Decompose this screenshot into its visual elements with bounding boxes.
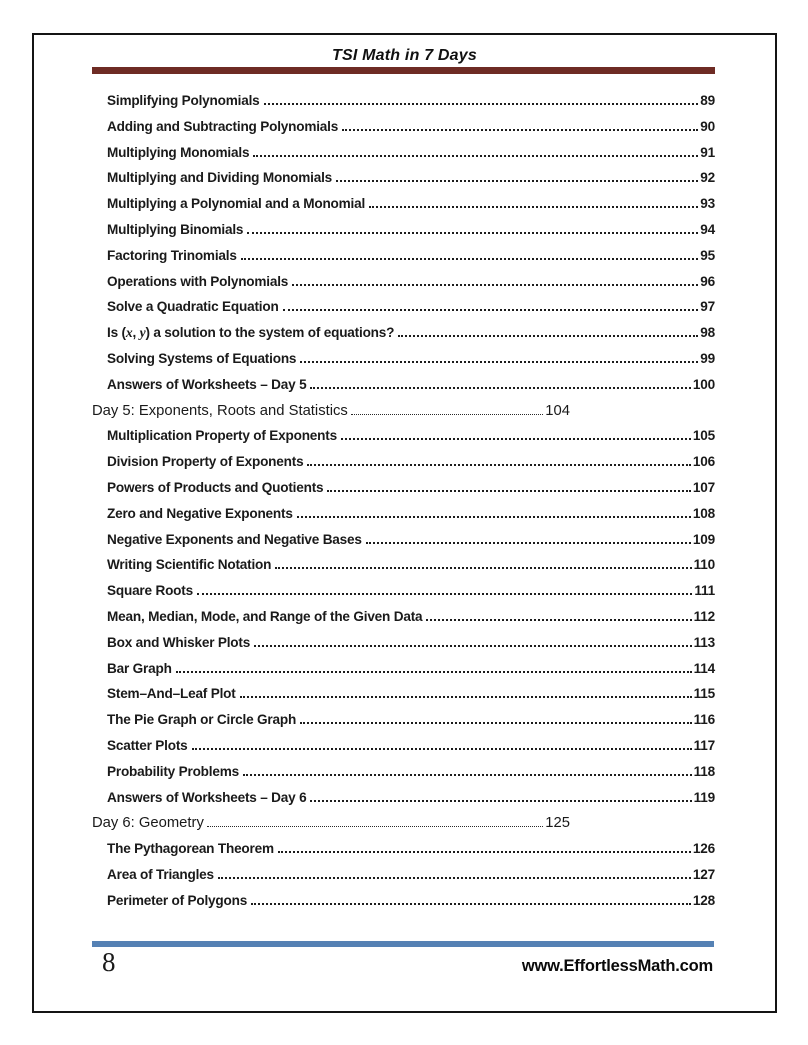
- dot-leader: [327, 490, 690, 492]
- page-frame: [32, 33, 777, 1013]
- toc-entry: [92, 532, 715, 558]
- toc-entry-label: Answers of Worksheets – Day 6: [107, 789, 307, 805]
- label-text: Is (: [107, 325, 126, 341]
- dot-leader: [253, 155, 698, 157]
- toc-entry: [92, 686, 715, 712]
- toc-entry: [92, 506, 715, 532]
- toc-entry-label: Scatter Plots: [107, 737, 188, 753]
- toc-entry-label: Stem–And–Leaf Plot: [107, 686, 236, 702]
- toc-entry-label: Multiplying Binomials: [107, 221, 244, 237]
- toc-entry: [92, 557, 715, 583]
- toc-entry: [92, 635, 715, 661]
- toc-entry-page: 126: [692, 841, 715, 857]
- toc-entry: [92, 351, 715, 377]
- toc-day-heading: [92, 815, 570, 841]
- toc-entry-label: Multiplying Monomials: [107, 144, 250, 160]
- toc-entry-page: 98: [700, 325, 715, 341]
- toc-entry-page: 100: [692, 376, 715, 392]
- dot-leader: [426, 619, 691, 621]
- toc-entry-page: 94: [700, 221, 715, 237]
- toc-entry: [92, 480, 715, 506]
- toc-entry: [92, 454, 715, 480]
- toc-entry-label: Answers of Worksheets – Day 5: [107, 376, 307, 392]
- toc-entry-page: 111: [694, 583, 715, 599]
- toc-entry-page: 127: [692, 866, 715, 882]
- dot-leader: [264, 103, 699, 105]
- toc-entry-page: 112: [693, 608, 715, 624]
- toc-entry-label: Factoring Trinomials: [107, 247, 237, 263]
- toc-entry-page: 95: [700, 247, 715, 263]
- dot-leader: [342, 129, 698, 131]
- toc-entry-page: 93: [700, 196, 715, 212]
- toc-entry: [92, 428, 715, 454]
- toc-entry-page: 115: [693, 686, 715, 702]
- toc-entry-page: 108: [692, 505, 715, 521]
- toc-entry-page: 104: [545, 402, 570, 419]
- toc-day-heading: [92, 403, 570, 429]
- toc-entry-page: 110: [693, 557, 715, 573]
- book-title: TSI Math in 7 Days: [332, 47, 477, 64]
- toc-entry-label: Powers of Products and Quotients: [107, 479, 324, 495]
- dot-leader: [297, 516, 691, 518]
- toc-entry-label: Writing Scientific Notation: [107, 557, 272, 573]
- toc-entry-label: Multiplying a Polynomial and a Monomial: [107, 196, 366, 212]
- toc-entry: [92, 377, 715, 403]
- toc-entry-page: 105: [692, 428, 715, 444]
- toc-entry: [92, 196, 715, 222]
- dot-leader: [275, 567, 691, 569]
- toc-entry-label: Area of Triangles: [107, 866, 214, 882]
- toc-entry-label: Adding and Subtracting Polynomials: [107, 118, 339, 134]
- toc-entry-label: The Pie Graph or Circle Graph: [107, 712, 297, 728]
- toc-entry: [92, 764, 715, 790]
- dot-leader: [300, 722, 692, 724]
- dot-leader: [243, 774, 692, 776]
- toc-entry: [92, 325, 715, 351]
- toc-entry-label: Negative Exponents and Negative Bases: [107, 531, 362, 547]
- toc-entry-label: Simplifying Polynomials: [107, 93, 260, 108]
- dot-leader: [300, 361, 698, 363]
- toc-entry-label: Box and Whisker Plots: [107, 634, 251, 650]
- toc-entry: [92, 661, 715, 687]
- toc-entry-page: 99: [700, 350, 715, 366]
- toc-entry-page: 96: [700, 273, 715, 289]
- dot-leader: [207, 826, 543, 827]
- dot-leader: [310, 800, 691, 802]
- toc-entry-label: Day 5: Exponents, Roots and Statistics: [92, 402, 348, 419]
- toc-entry-page: 128: [692, 892, 715, 908]
- page-number: 8: [102, 947, 116, 977]
- toc-entry-label: Probability Problems: [107, 763, 239, 779]
- dot-leader: [366, 542, 691, 544]
- toc-entry-page: 107: [692, 479, 715, 495]
- toc-entry: [92, 248, 715, 274]
- toc-entry-label: Zero and Negative Exponents: [107, 505, 293, 521]
- dot-leader: [278, 851, 691, 853]
- toc-entry-label: Operations with Polynomials: [107, 273, 289, 289]
- label-text: ,: [132, 325, 140, 341]
- toc-entry: [92, 790, 715, 816]
- toc-entry-label: Day 6: Geometry: [92, 815, 204, 832]
- dot-leader: [192, 748, 692, 750]
- toc-entry-page: 119: [693, 789, 715, 805]
- toc-entry-page: 125: [545, 815, 570, 832]
- dot-leader: [241, 258, 699, 260]
- toc-entry-page: 89: [700, 93, 715, 108]
- toc-entry-label: Solve a Quadratic Equation: [107, 299, 279, 315]
- toc-entry-label: Mean, Median, Mode, and Range of the Given Data: [107, 608, 423, 624]
- toc-entry: [92, 299, 715, 325]
- toc-entry: [92, 93, 715, 119]
- dot-leader: [176, 671, 692, 673]
- dot-leader: [310, 387, 690, 389]
- dot-leader: [197, 593, 692, 595]
- toc-entry-label: Bar Graph: [107, 660, 172, 676]
- toc-entry-label: Solving Systems of Equations: [107, 350, 297, 366]
- dot-leader: [240, 696, 692, 698]
- dot-leader: [292, 284, 698, 286]
- toc-entry-label: Multiplying and Dividing Monomials: [107, 170, 333, 186]
- dot-leader: [398, 335, 698, 337]
- toc-entry: [92, 170, 715, 196]
- toc-entry: [92, 609, 715, 635]
- toc-entry-page: 114: [693, 660, 715, 676]
- toc-entry-page: 97: [700, 299, 715, 315]
- toc-entry-page: 90: [700, 118, 715, 134]
- toc-entry-page: 92: [700, 170, 715, 186]
- toc-entry: [92, 583, 715, 609]
- toc-entry-page: 117: [693, 737, 715, 753]
- dot-leader: [218, 877, 691, 879]
- toc-entry-page: 116: [693, 712, 715, 728]
- dot-leader: [351, 414, 544, 415]
- dot-leader: [369, 206, 698, 208]
- toc-entry: [92, 274, 715, 300]
- website-url: www.EffortlessMath.com: [521, 957, 713, 975]
- toc-entry-label: The Pythagorean Theorem: [107, 841, 274, 857]
- toc-entry-label: Perimeter of Polygons: [107, 892, 248, 908]
- math-variable: x: [125, 325, 133, 341]
- toc-entry: [92, 119, 715, 145]
- label-text: ) a solution to the system of equations?: [145, 325, 395, 341]
- toc-entry: [92, 712, 715, 738]
- toc-entry: [92, 145, 715, 171]
- toc-entry-label: Division Property of Exponents: [107, 454, 304, 470]
- toc-entry-page: 91: [700, 144, 715, 160]
- header-rule: [92, 67, 715, 74]
- dot-leader: [247, 232, 698, 234]
- toc-entry-page: 118: [693, 763, 715, 779]
- toc-entry-page: 109: [692, 531, 715, 547]
- toc-entry-label: Square Roots: [107, 583, 193, 599]
- toc-entry: [92, 867, 715, 893]
- toc-entry: [92, 841, 715, 867]
- footer-bar: [92, 947, 715, 989]
- dot-leader: [254, 645, 692, 647]
- dot-leader: [307, 464, 690, 466]
- toc-entry: [92, 738, 715, 764]
- toc: [92, 93, 715, 919]
- toc-entry: [92, 222, 715, 248]
- math-variable: y: [139, 325, 146, 341]
- dot-leader: [336, 180, 698, 182]
- toc-entry-label: [107, 325, 394, 341]
- dot-leader: [341, 438, 691, 440]
- toc-entry-page: 113: [693, 634, 715, 650]
- toc-entry-page: 106: [692, 454, 715, 470]
- toc-entry: [92, 893, 715, 919]
- dot-leader: [283, 309, 699, 311]
- dot-leader: [251, 903, 691, 905]
- toc-entry-label: Multiplication Property of Exponents: [107, 428, 337, 444]
